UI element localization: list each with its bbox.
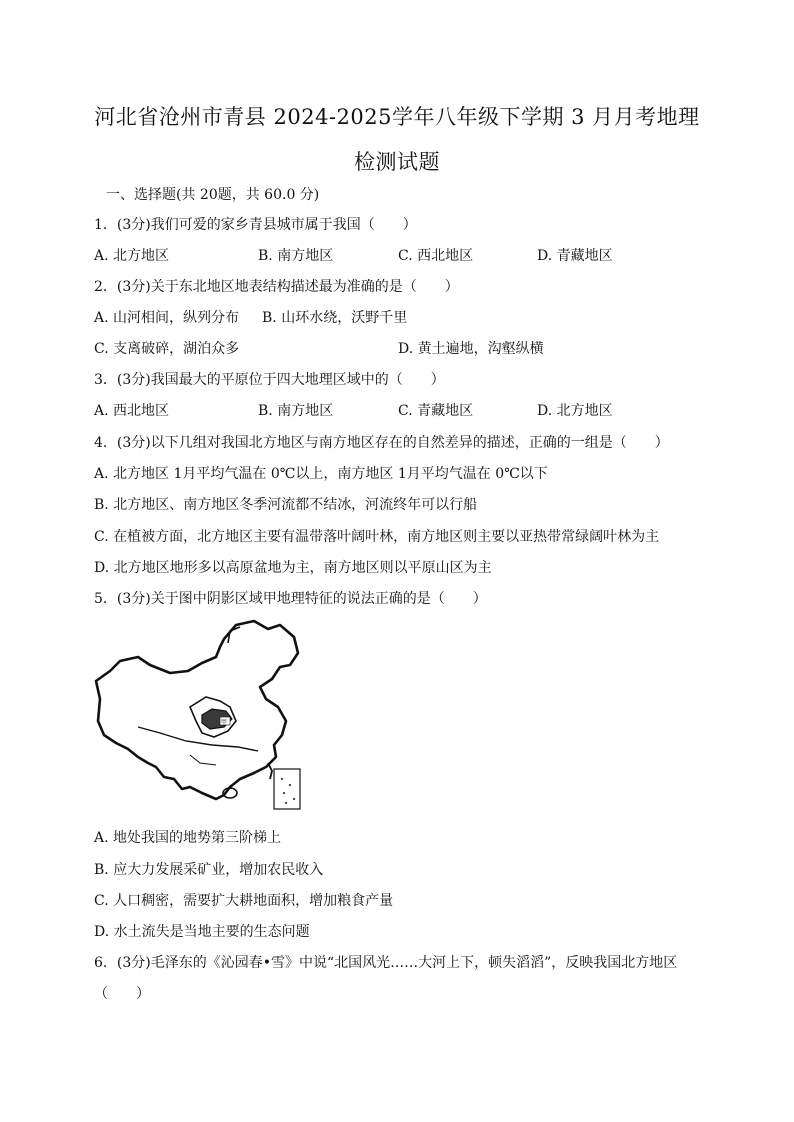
question-4-option-a: A. 北方地区 1月平均气温在 0℃以上，南方地区 1月平均气温在 0℃以下 bbox=[94, 466, 548, 482]
question-2-option-d: D. 黄土遍地，沟壑纵横 bbox=[398, 341, 544, 357]
question-5-stem: 5．(3分)关于图中阴影区域甲地理特征的说法正确的是（ ） bbox=[94, 591, 487, 607]
south-sea-islands bbox=[281, 778, 295, 804]
question-3-option-a: A. 西北地区 bbox=[94, 403, 170, 419]
document-title-line-2: 检测试题 bbox=[354, 150, 440, 174]
question-2-option-b: B. 山环水绕，沃野千里 bbox=[262, 310, 408, 326]
question-2-option-c: C. 支离破碎，湖泊众多 bbox=[94, 341, 240, 357]
section-heading: 一、选择题(共 20题，共 60.0 分) bbox=[106, 187, 320, 203]
question-5-option-c: C. 人口稠密，需要扩大耕地面积，增加粮食产量 bbox=[94, 893, 394, 909]
question-5-option-d: D. 水土流失是当地主要的生态问题 bbox=[94, 924, 310, 940]
river-line-2 bbox=[190, 755, 216, 765]
question-3-stem: 3．(3分)我国最大的平原位于四大地理区域中的（ ） bbox=[94, 372, 445, 388]
question-4-option-d: D. 北方地区地形多以高原盆地为主，南方地区则以平原山区为主 bbox=[94, 560, 492, 576]
question-1-option-d: D. 青藏地区 bbox=[537, 248, 613, 264]
river-line bbox=[138, 727, 258, 751]
question-6-stem: 6．(3分)毛泽东的《沁园春•雪》中说“北国风光……大河上下，顿失滔滔”，反映我国北方地区 bbox=[94, 955, 678, 971]
question-1-option-b: B. 南方地区 bbox=[258, 248, 334, 264]
china-outline-map bbox=[90, 617, 320, 817]
question-5-option-a: A. 地处我国的地势第三阶梯上 bbox=[94, 830, 282, 846]
question-3-option-b: B. 南方地区 bbox=[258, 403, 334, 419]
question-3-option-d: D. 北方地区 bbox=[537, 403, 613, 419]
china-border bbox=[96, 621, 298, 799]
document-title-line-1: 河北省沧州市青县 2024-2025学年八年级下学期 3 月月考地理 bbox=[94, 105, 700, 129]
question-6-stem-continuation: （ ） bbox=[94, 986, 150, 1002]
question-4-stem: 4．(3分)以下几组对我国北方地区与南方地区存在的自然差异的描述，正确的一组是（ ） bbox=[94, 435, 669, 451]
northeast-outline bbox=[228, 627, 240, 643]
question-3-option-c: C. 青藏地区 bbox=[398, 403, 474, 419]
region-jia-label: 甲 bbox=[221, 719, 228, 726]
question-2-option-a: A. 山河相间，纵列分布 bbox=[94, 310, 240, 326]
question-1-option-c: C. 西北地区 bbox=[398, 248, 474, 264]
question-2-stem: 2．(3分)关于东北地区地表结构描述最为准确的是（ ） bbox=[94, 279, 459, 295]
question-1-option-a: A. 北方地区 bbox=[94, 248, 170, 264]
question-1-stem: 1．(3分)我们可爱的家乡青县城市属于我国（ ） bbox=[94, 217, 417, 233]
question-5-option-b: B. 应大力发展采矿业，增加农民收入 bbox=[94, 862, 324, 878]
question-4-option-b: B. 北方地区、南方地区冬季河流都不结冰，河流终年可以行船 bbox=[94, 497, 478, 513]
question-4-option-c: C. 在植被方面，北方地区主要有温带落叶阔叶林，南方地区则主要以亚热带常绿阔叶林为主 bbox=[94, 529, 660, 545]
taiwan-island bbox=[268, 763, 272, 779]
